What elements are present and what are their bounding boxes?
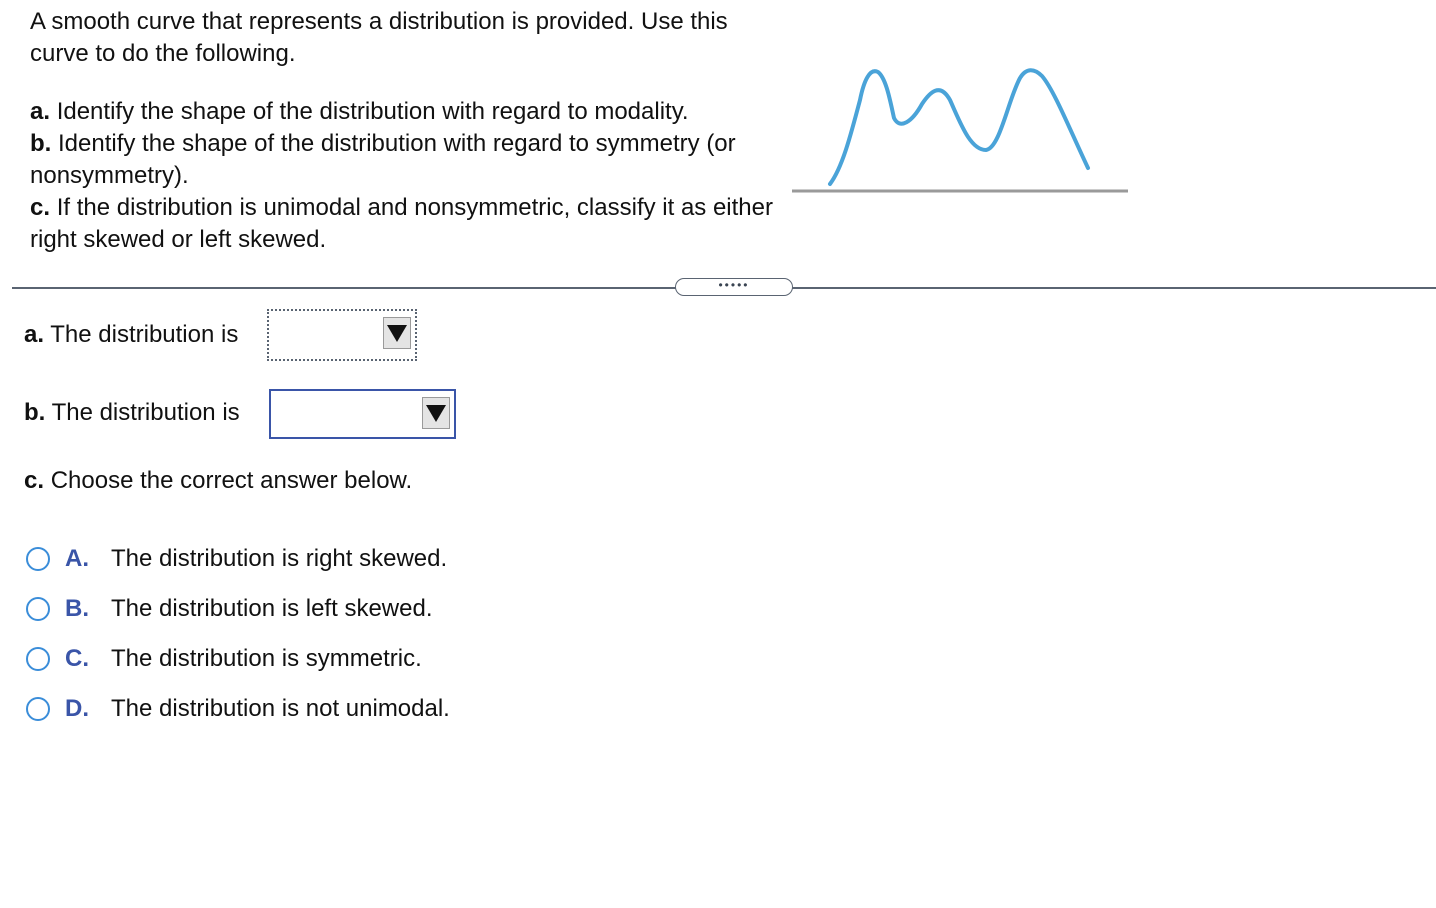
show-more-button[interactable]: •••••: [675, 278, 793, 296]
option-a[interactable]: [26, 543, 546, 575]
intro-line: A smooth curve that represents a distribution is provided. Use this curve to do the following.: [30, 8, 728, 67]
question-a-label: a. The distribution is: [24, 321, 239, 348]
instruction-c: c. If the distribution is unimodal and nonsymmetric, classify it as either right skewed or left skewed.: [30, 194, 773, 253]
option-d[interactable]: [26, 693, 546, 725]
instruction-a: a. Identify the shape of the distribution with regard to modality.: [30, 98, 689, 125]
symmetry-dropdown[interactable]: [269, 389, 456, 439]
dropdown-arrow-icon[interactable]: [383, 317, 411, 349]
radio-button[interactable]: [26, 547, 50, 571]
option-letter: D.: [65, 695, 89, 722]
distribution-curve-figure: [790, 60, 1130, 200]
option-text: The distribution is not unimodal.: [111, 695, 450, 722]
option-text: The distribution is symmetric.: [111, 645, 422, 672]
problem-statement: [30, 6, 790, 256]
option-letter: A.: [65, 545, 89, 572]
question-b-label: b. The distribution is: [24, 399, 240, 426]
radio-button[interactable]: [26, 597, 50, 621]
question-c-label: c. Choose the correct answer below.: [24, 467, 413, 494]
option-text: The distribution is left skewed.: [111, 595, 433, 622]
dropdown-arrow-icon[interactable]: [422, 397, 450, 429]
option-c[interactable]: [26, 643, 546, 675]
option-b[interactable]: [26, 593, 546, 625]
option-letter: B.: [65, 595, 89, 622]
instruction-b: b. Identify the shape of the distribution with regard to symmetry (or nonsymmetry).: [30, 130, 736, 189]
option-letter: C.: [65, 645, 89, 672]
modality-dropdown[interactable]: [267, 309, 417, 361]
radio-button[interactable]: [26, 647, 50, 671]
bimodal-curve: [830, 70, 1088, 184]
radio-button[interactable]: [26, 697, 50, 721]
option-text: The distribution is right skewed.: [111, 545, 448, 572]
